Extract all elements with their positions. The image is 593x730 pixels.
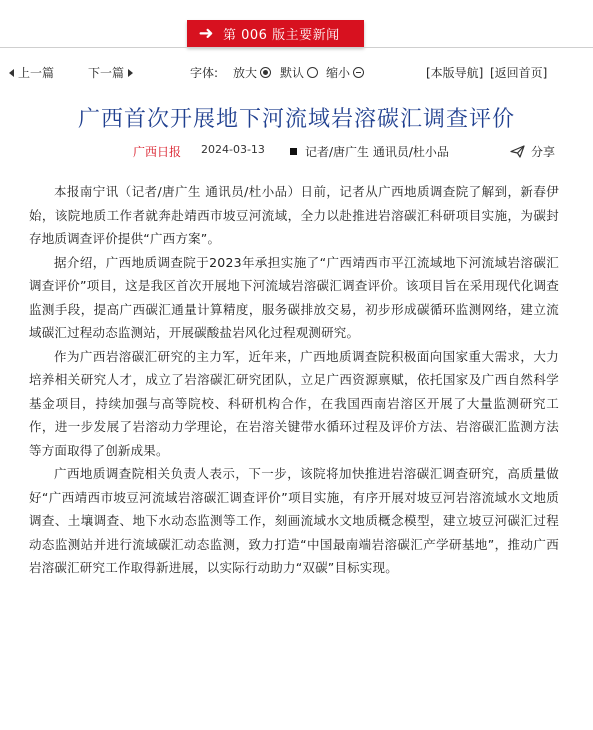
article-paragraph: 据介绍，广西地质调查院于2023年承担实施了“广西靖西市平江流域地下河流域岩溶碳汇调查评价”项目，这是我区首次开展地下河流域岩溶碳汇调查评价。该项目旨在采用现代化调查监测手段，提高广西碳汇通量计算精度，服务碳排放交易，初步形成碳循环监测网络，建立流域碳汇过程动态监测站，开展碳酸盐岩风化过程观测研究。 (29, 254, 559, 340)
default-size-label: 默认 (280, 66, 305, 80)
arrow-right-icon: ➜ (198, 23, 214, 44)
article-toolbar (0, 58, 593, 86)
article-title: 广西首次开展地下河流域岩溶碳汇调查评价 (77, 107, 515, 132)
zoom-in-icon (260, 67, 271, 78)
top-bar (0, 0, 593, 50)
divider (0, 47, 593, 48)
article-paragraph: 本报南宁讯（记者/唐广生 通讯员/杜小品）日前，记者从广西地质调查院了解到，新春伊始，该院地质工作者就奔赴靖西市坡豆河流域，全力以赴推进岩溶碳汇科研项目实施，为碳封存地质调查评价提供“广西方案”。 (29, 184, 559, 246)
section-nav-link[interactable]: [本版导航] (426, 66, 484, 80)
zoom-out-label: 缩小 (326, 66, 351, 80)
font-size-label: 字体: (190, 66, 219, 80)
article-paragraph: 广西地质调查院相关负责人表示，下一步，该院将加快推进岩溶碳汇调查研究，高质量做好“广西靖西市坡豆河流域岩溶碳汇调查评价”项目实施，有序开展对坡豆河岩溶流域水文地质调查、土壤调查、地下水动态监测等工作，刻画流域水文地质概念模型，建立坡豆河碳汇过程动态监测站并进行流域碳汇动态监测，致力打造“中国最南端岩溶碳汇产学研基地”，推动广西岩溶碳汇研究工作取得新进展，以实际行动助力“双碳”目标实现。 (29, 466, 559, 575)
prev-article-label: 上一篇 (18, 66, 55, 80)
share-button[interactable] (510, 143, 555, 160)
home-link[interactable]: [返回首页] (490, 66, 548, 80)
zoom-in-button[interactable] (233, 64, 271, 81)
edition-tab[interactable] (187, 20, 364, 47)
article-body (29, 180, 559, 580)
zoom-out-button[interactable] (326, 64, 364, 81)
chevron-right-icon (128, 69, 133, 77)
authors-text: 记者/唐广生 通讯员/杜小品 (305, 145, 449, 159)
edition-label: 第 006 版主要新闻 (223, 28, 340, 43)
article-meta (0, 143, 593, 161)
zoom-out-icon (353, 67, 364, 78)
article-source[interactable]: 广西日报 (133, 145, 182, 159)
article-authors (290, 143, 449, 160)
default-size-button[interactable] (280, 64, 318, 81)
share-icon (510, 145, 525, 158)
article-paragraph: 作为广西岩溶碳汇研究的主力军，近年来，广西地质调查院积极面向国家重大需求，大力培养相关研究人才，成立了岩溶碳汇研究团队，立足广西资源禀赋，依托国家及广西自然科学基金项目，持续加强与高等院校、科研机构合作，在我国西南岩溶区开展了大量监测研究工作，进一步发展了岩溶动力学理论，在岩溶关键带水循环过程及评价方法、岩溶碳汇监测方法等方面取得了创新成果。 (29, 348, 559, 458)
share-label: 分享 (531, 145, 556, 159)
article-date: 2024-03-13 (201, 143, 265, 156)
prev-article-link[interactable] (9, 64, 54, 81)
zoom-in-label: 放大 (233, 66, 258, 80)
next-article-link[interactable] (88, 64, 133, 81)
bullet-square-icon (290, 148, 297, 155)
default-size-icon (307, 67, 318, 78)
next-article-label: 下一篇 (88, 66, 125, 80)
chevron-left-icon (9, 69, 14, 77)
